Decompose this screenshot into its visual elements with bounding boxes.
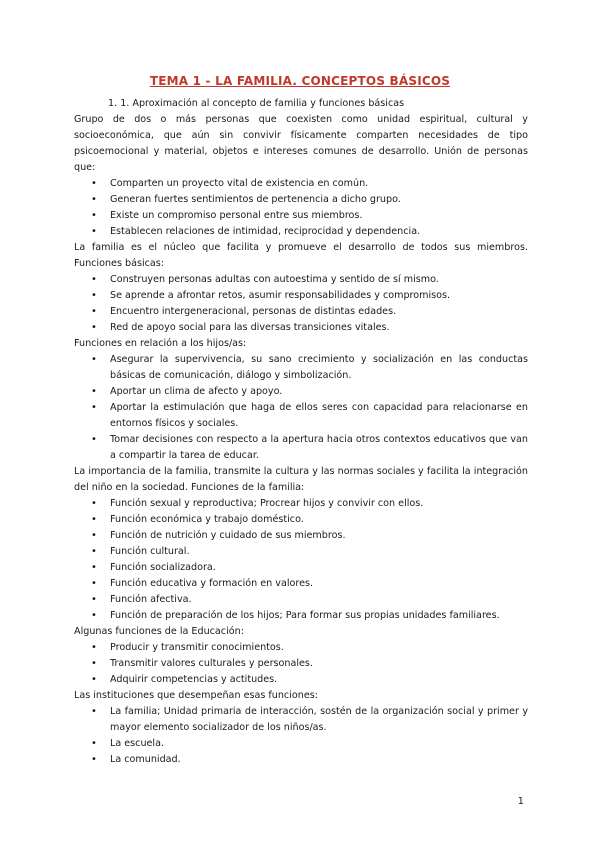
list-item: • Función de nutrición y cuidado de sus miembros. [74,528,528,544]
list-item: • Se aprende a afrontar retos, asumir responsabilidades y compromisos. [74,288,528,304]
list-item: • Existe un compromiso personal entre sus miembros. [74,208,528,224]
basic-functions-list [74,272,528,336]
list-item: • La comunidad. [74,752,528,768]
intro-paragraph: Grupo de dos o más personas que coexisten como unidad espiritual, cultural y socioeconómica, que aún sin convivir físicamente comparten necesidades de tipo psicoemocional y material, objetos e intereses comunes de desarrollo. Unión de personas que: [74,114,528,173]
institutions-heading: Las instituciones que desempeñan esas funciones: [74,690,318,701]
list-item: • Construyen personas adultas con autoestima y sentido de sí mismo. [74,272,528,288]
education-heading: Algunas funciones de la Educación: [74,626,244,637]
section-heading: 1. 1. Aproximación al concepto de familia y funciones básicas [108,98,405,109]
list-item: • Adquirir competencias y actitudes. [74,672,528,688]
list-item: • Producir y transmitir conocimientos. [74,640,528,656]
list-item: • Transmitir valores culturales y personales. [74,656,528,672]
list-item: • Función económica y trabajo doméstico. [74,512,528,528]
children-heading: Funciones en relación a los hijos/as: [74,338,247,349]
union-list [74,176,528,240]
children-functions-list [74,352,528,464]
list-item: • La escuela. [74,736,528,752]
education-functions-list [74,640,528,688]
document-body [74,96,528,768]
list-item: • Función afectiva. [74,592,528,608]
list-item: • Comparten un proyecto vital de existencia en común. [74,176,528,192]
list-item: • Función socializadora. [74,560,528,576]
list-item: • Aportar la estimulación que haga de ellos seres con capacidad para relacionarse en entornos físicos y sociales. [74,400,528,432]
institutions-list [74,704,528,768]
page-number: 1 [517,796,524,807]
list-item: • Tomar decisiones con respecto a la apertura hacia otros contextos educativos que van a compartir la tarea de educar. [74,432,528,464]
page-title: TEMA 1 - LA FAMILIA. CONCEPTOS BÁSICOS [149,74,451,88]
importance-paragraph: La importancia de la familia, transmite la cultura y las normas sociales y facilita la integración del niño en la sociedad. Funciones de la familia: [74,466,528,493]
list-item: • Generan fuertes sentimientos de pertenencia a dicho grupo. [74,192,528,208]
list-item: • Función cultural. [74,544,528,560]
list-item: • Función sexual y reproductiva; Procrear hijos y convivir con ellos. [74,496,528,512]
family-functions-list [74,496,528,624]
list-item: • Asegurar la supervivencia, su sano crecimiento y socialización en las conductas básicas de comunicación, diálogo y simbolización. [74,352,528,384]
nucleus-paragraph: La familia es el núcleo que facilita y promueve el desarrollo de todos sus miembros. Funciones básicas: [74,242,528,269]
list-item: • La familia; Unidad primaria de interacción, sostén de la organización social y primer y mayor elemento socializador de los niños/as. [74,704,528,736]
list-item: • Red de apoyo social para las diversas transiciones vitales. [74,320,528,336]
list-item: • Función educativa y formación en valores. [74,576,528,592]
list-item: • Función de preparación de los hijos; Para formar sus propias unidades familiares. [74,608,528,624]
list-item: • Establecen relaciones de intimidad, reciprocidad y dependencia. [74,224,528,240]
list-item: • Encuentro intergeneracional, personas de distintas edades. [74,304,528,320]
list-item: • Aportar un clima de afecto y apoyo. [74,384,528,400]
